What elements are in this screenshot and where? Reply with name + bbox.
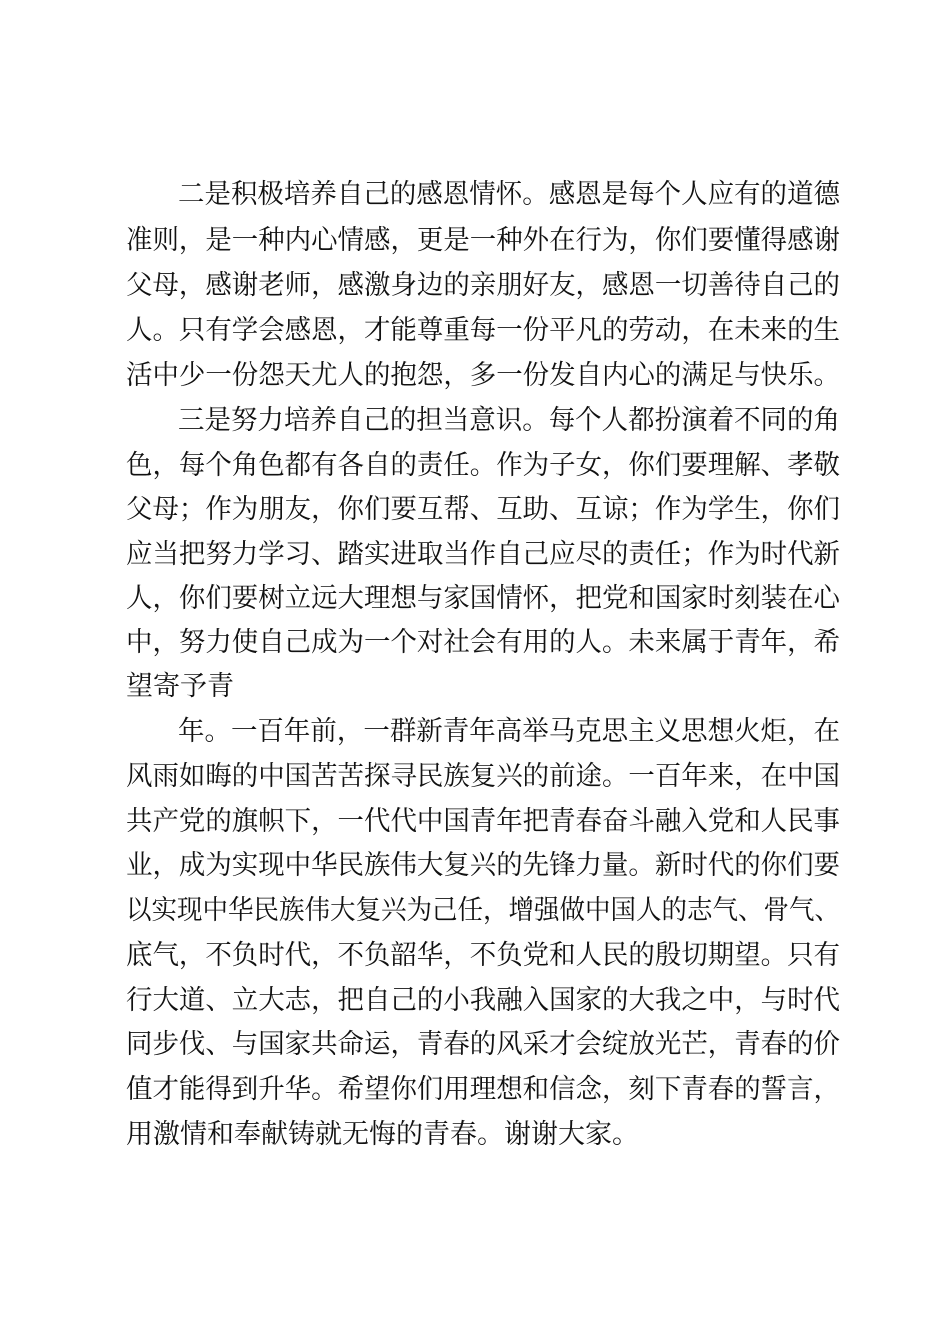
text-line: 准则，是一种内心情感，更是一种外在行为，你们要懂得感谢 (126, 225, 840, 256)
text-line: 望寄予青 (126, 671, 234, 702)
text-line: 业，成为实现中华民族伟大复兴的先锋力量。新时代的你们要 (126, 850, 840, 881)
text-line: 父母，感谢老师，感激身边的亲朋好友，感恩一切善待自己的 (126, 270, 840, 301)
text-line: 同步伐、与国家共命运，青春的风采才会绽放光芒，青春的价 (126, 1029, 840, 1060)
text-line: 年。一百年前，一群新青年高举马克思主义思想火炬，在 (178, 716, 840, 747)
text-line: 人，你们要树立远大理想与家国情怀，把党和国家时刻装在心 (126, 583, 840, 614)
text-line: 行大道、立大志，把自己的小我融入国家的大我之中，与时代 (126, 985, 840, 1016)
text-line: 值才能得到升华。希望你们用理想和信念，刻下青春的誓言， (126, 1074, 840, 1105)
text-line: 三是努力培养自己的担当意识。每个人都扮演着不同的角 (178, 405, 840, 436)
text-line: 共产党的旗帜下，一代代中国青年把青春奋斗融入党和人民事 (126, 806, 840, 837)
text-line: 以实现中华民族伟大复兴为己任，增强做中国人的志气、骨气、 (126, 895, 840, 926)
text-line: 色，每个角色都有各自的责任。作为子女，你们要理解、孝敬 (126, 450, 840, 481)
text-line: 活中少一份怨天尤人的抱怨，多一份发自内心的满足与快乐。 (126, 360, 840, 391)
text-line: 中，努力使自己成为一个对社会有用的人。未来属于青年，希 (126, 627, 840, 658)
text-line: 风雨如晦的中国苦苦探寻民族复兴的前途。一百年来，在中国 (126, 761, 840, 792)
text-line: 底气，不负时代，不负韶华，不负党和人民的殷切期望。只有 (126, 940, 840, 971)
text-line: 二是积极培养自己的感恩情怀。感恩是每个人应有的道德 (178, 179, 840, 210)
text-line: 父母；作为朋友，你们要互帮、互助、互谅；作为学生，你们 (126, 494, 840, 525)
text-line: 用激情和奉献铸就无悔的青春。谢谢大家。 (126, 1119, 639, 1150)
text-line: 人。只有学会感恩，才能尊重每一份平凡的劳动，在未来的生 (126, 315, 840, 346)
text-line: 应当把努力学习、踏实进取当作自己应尽的责任；作为时代新 (126, 539, 840, 570)
